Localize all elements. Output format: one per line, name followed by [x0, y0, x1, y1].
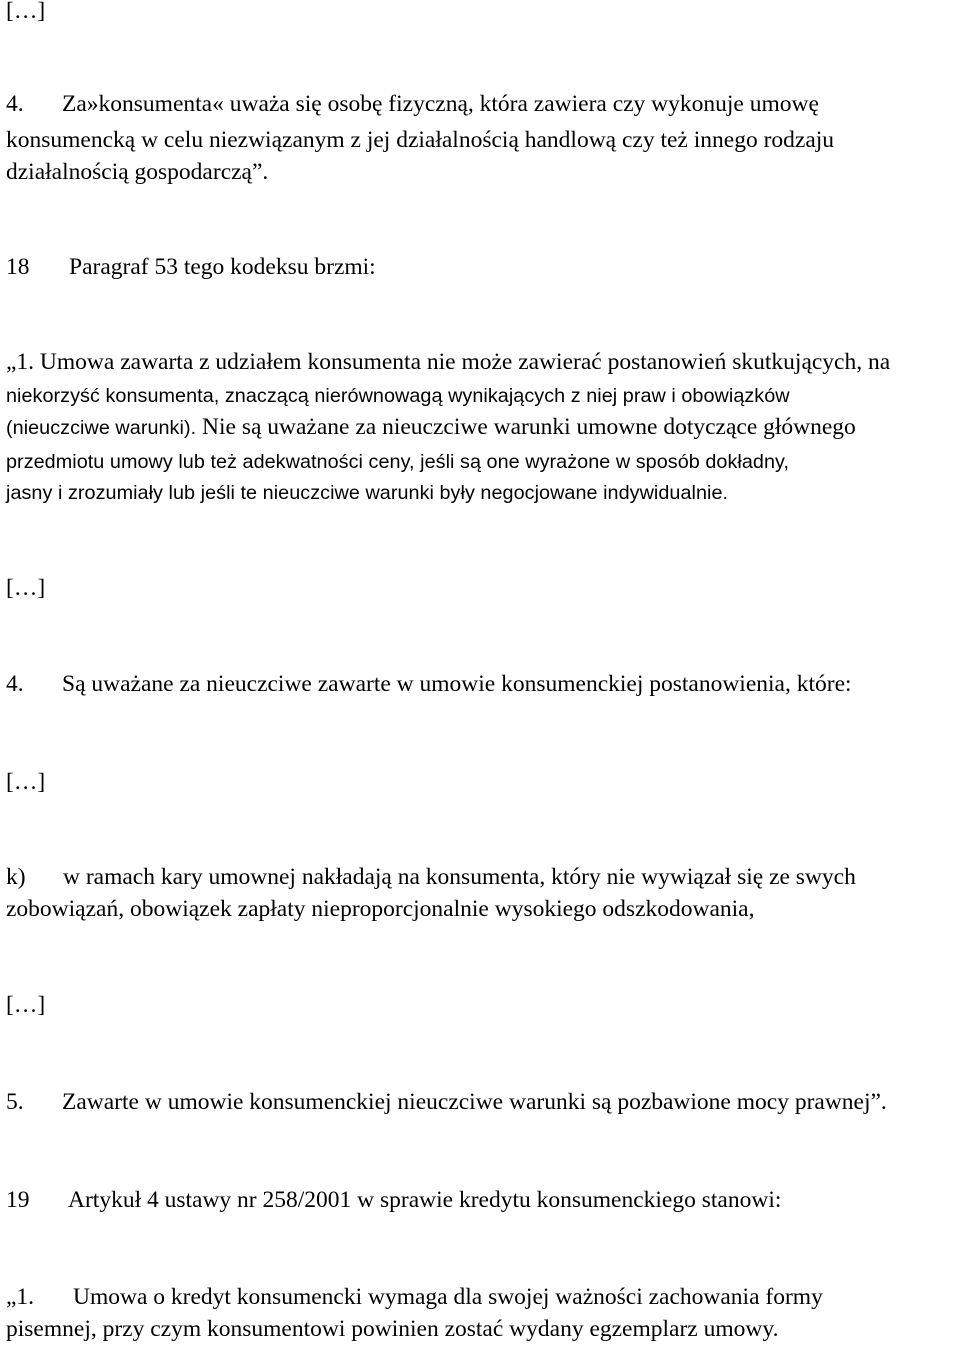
- article-4-line-1: [6, 1282, 956, 1313]
- section-1-line-4: [6, 447, 789, 478]
- paragraph-4-text: działalnością gospodarczą”.: [6, 159, 269, 185]
- paragraph-4-line-1: [6, 89, 956, 120]
- section-1-line-1: [6, 347, 956, 378]
- section-5-number: 5.: [6, 1089, 24, 1115]
- article-4-line-2: [6, 1314, 956, 1345]
- ellipsis-text: […]: [6, 769, 46, 795]
- article-4-text: pisemnej, przy czym konsumentowi powinien zostać wydany egzemplarz umowy.: [6, 1316, 779, 1342]
- article-4-number: „1.: [6, 1284, 35, 1310]
- section-4-text: Są uważane za nieuczciwe zawarte w umowie konsumenckiej postanowienia, które:: [62, 671, 852, 697]
- section-4-number: 4.: [6, 671, 24, 697]
- ellipsis-text: […]: [6, 575, 46, 601]
- paragraph-4-number: 4.: [6, 91, 24, 117]
- section-1-text: „1. Umowa zawarta z udziałem konsumenta nie może zawierać postanowień skutkujących, na: [6, 349, 891, 375]
- point-k-text: w ramach kary umownej nakładają na konsumenta, który nie wywiązał się ze swych: [63, 864, 856, 890]
- section-1-text: (nieuczciwe warunki).: [6, 417, 197, 439]
- paragraph-4-line-2: [6, 125, 956, 156]
- ellipsis-marker: [6, 990, 956, 1021]
- paragraph-4-line-3: [6, 157, 956, 188]
- section-1-text: jasny i zrozumiały lub jeśli te nieuczciwe warunki były negocjowane indywidualnie.: [6, 482, 729, 504]
- article-4-text: Umowa o kredyt konsumencki wymaga dla swojej ważności zachowania formy: [73, 1284, 823, 1310]
- section-1-text: niekorzyść konsumenta, znaczącą nierównowagą wynikających z niej praw i obowiązków: [6, 385, 790, 407]
- ellipsis-marker: [6, 767, 956, 798]
- ellipsis-marker: [6, 573, 956, 604]
- footnote-19-text: Artykuł 4 ustawy nr 258/2001 w sprawie kredytu konsumenckiego stanowi:: [68, 1187, 782, 1213]
- section-4: [6, 669, 956, 700]
- section-1-line-5: [6, 478, 728, 509]
- footnote-18: [6, 252, 956, 283]
- footnote-18-number: 18: [6, 254, 30, 280]
- section-5: [6, 1087, 956, 1118]
- footnote-18-text: Paragraf 53 tego kodeksu brzmi:: [69, 254, 376, 280]
- point-k-label: k): [6, 864, 26, 890]
- point-k-line-2: [6, 894, 956, 925]
- point-k-line-1: [6, 862, 956, 893]
- ellipsis-marker: [6, 0, 956, 27]
- section-1-line-3: [6, 412, 856, 444]
- point-k-text: zobowiązań, obowiązek zapłaty nieproporcjonalnie wysokiego odszkodowania,: [6, 896, 755, 922]
- paragraph-4-text: Za»konsumenta« uważa się osobę fizyczną, która zawiera czy wykonuje umowę: [62, 91, 819, 117]
- ellipsis-text: […]: [6, 992, 46, 1018]
- paragraph-4-text: konsumencką w celu niezwiązanym z jej działalnością handlową czy też innego rodzaju: [6, 127, 835, 153]
- footnote-19: [6, 1185, 956, 1216]
- section-1-line-2: [6, 381, 790, 412]
- section-5-text: Zawarte w umowie konsumenckiej nieuczciwe warunki są pozbawione mocy prawnej”.: [62, 1089, 887, 1115]
- section-1-text: przedmiotu umowy lub też adekwatności ceny, jeśli są one wyrażone w sposób dokładny,: [6, 451, 790, 473]
- section-1-text: Nie są uważane za nieuczciwe warunki umowne dotyczące głównego: [202, 414, 856, 440]
- ellipsis-text: […]: [6, 0, 46, 24]
- footnote-19-number: 19: [6, 1187, 30, 1213]
